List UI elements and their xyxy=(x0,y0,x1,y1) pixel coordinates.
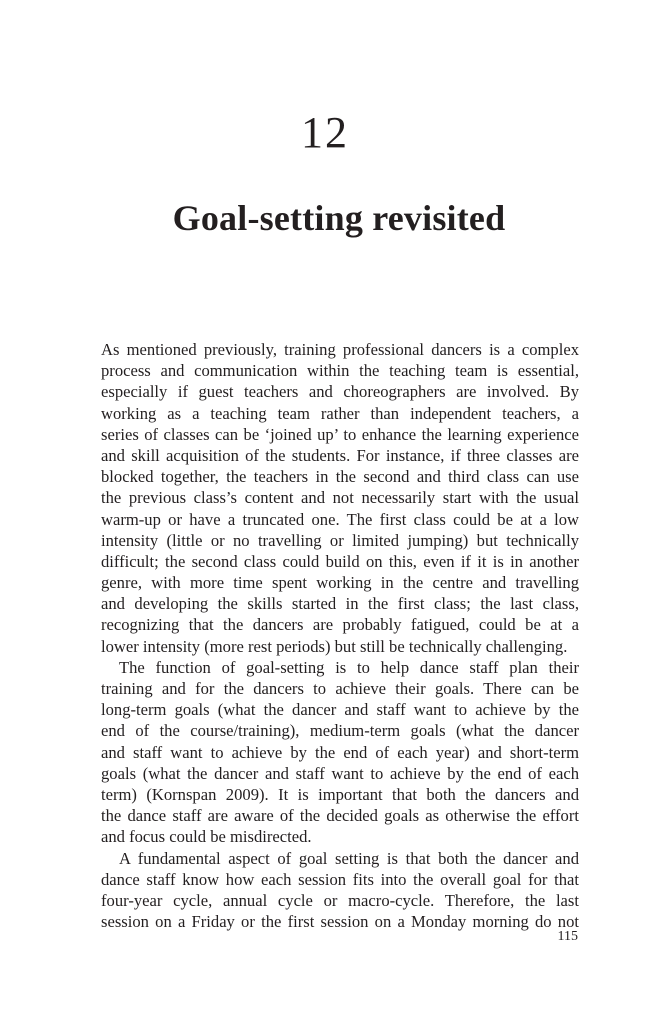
text-line: and developing the skills started in the first class; the last class, xyxy=(101,594,579,614)
text-line: A fundamental aspect of goal setting is that both the dancer and xyxy=(119,848,579,868)
text-line: lower intensity (more rest periods) but still be technically challenging. xyxy=(101,636,568,656)
text-line: especially if guest teachers and choreographers are involved. By xyxy=(101,382,579,402)
text-line: intensity (little or no travelling or limited jumping) but technically xyxy=(101,530,579,550)
text-line: difficult; the second class could build on this, even if it is in another xyxy=(101,551,579,571)
text-line: the dance staff are aware of the decided goals as otherwise the effort xyxy=(101,806,579,826)
text-line: and focus could be misdirected. xyxy=(101,827,312,847)
body-text xyxy=(101,339,579,932)
text-line: blocked together, the teachers in the second and third class can use xyxy=(101,467,579,487)
text-line: dance staff know how each session fits into the overall goal for that xyxy=(101,869,579,889)
text-line: genre, with more time spent working in the centre and travelling xyxy=(101,573,579,593)
text-line: process and communication within the teaching team is essential, xyxy=(101,361,579,381)
text-line: warm-up or have a truncated one. The first class could be at a low xyxy=(101,509,579,529)
text-line: working as a teaching team rather than independent teachers, a xyxy=(101,403,579,423)
text-line: the previous class’s content and not necessarily start with the usual xyxy=(101,488,579,508)
text-line: series of classes can be ‘joined up’ to enhance the learning experience xyxy=(101,424,579,444)
text-line: The function of goal-setting is to help dance staff plan their xyxy=(119,657,579,677)
text-line: four-year cycle, annual cycle or macro-cycle. Therefore, the last xyxy=(101,890,579,910)
text-line: session on a Friday or the first session on a Monday morning do not xyxy=(101,912,579,932)
text-line: recognizing that the dancers are probably fatigued, could be at a xyxy=(101,615,579,635)
text-line: As mentioned previously, training professional dancers is a complex xyxy=(101,340,579,359)
text-line: end of the course/training), medium-term goals (what the dancer xyxy=(101,721,579,741)
text-line: and staff want to achieve by the end of each year) and short-term xyxy=(101,742,579,762)
text-line: term) (Kornspan 2009). It is important that both the dancers and xyxy=(101,784,579,804)
text-line: goals (what the dancer and staff want to achieve by the end of each xyxy=(101,763,579,783)
text-line: training and for the dancers to achieve their goals. There can be xyxy=(101,679,579,698)
page-number: 115 xyxy=(557,929,578,944)
text-line: and skill acquisition of the students. For instance, if three classes are xyxy=(101,445,579,465)
chapter-title: Goal-setting revisited xyxy=(172,198,506,238)
text-line: long-term goals (what the dancer and staff want to achieve by the xyxy=(101,700,579,720)
chapter-number: 12 xyxy=(301,108,349,157)
